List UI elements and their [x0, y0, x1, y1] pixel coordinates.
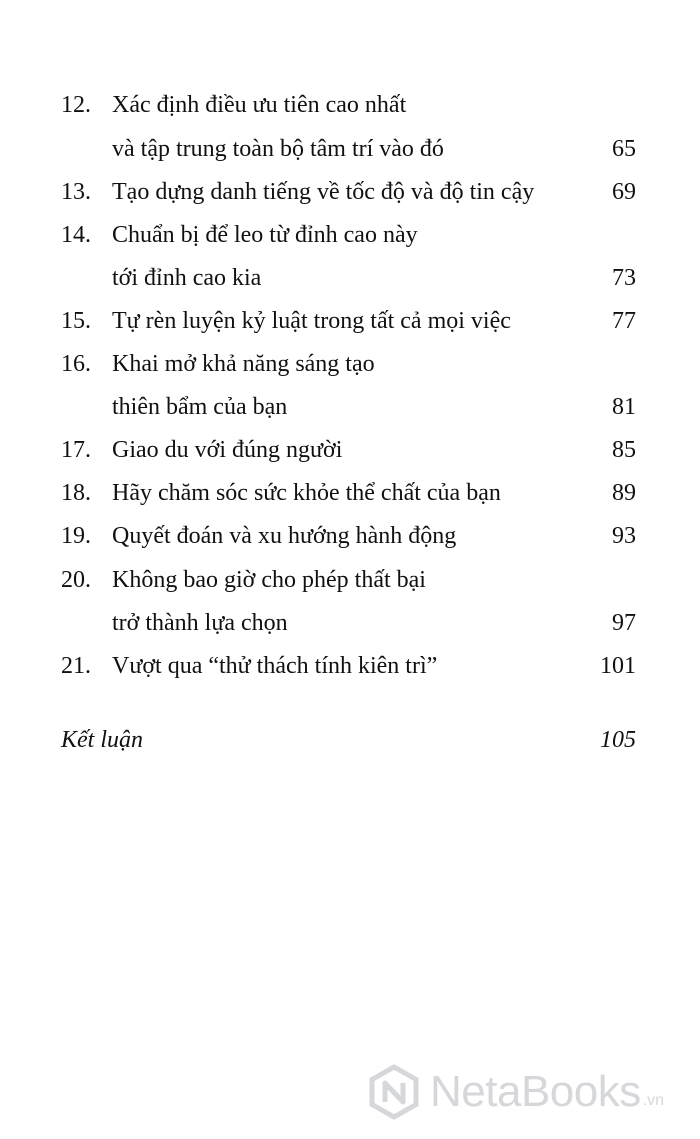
entry-number: 19.: [61, 523, 91, 549]
entry-number: 14.: [61, 222, 91, 248]
entry-title: Khai mở khả năng sáng tạo: [112, 351, 375, 377]
entry-number: 15.: [61, 308, 91, 334]
entry-number: 13.: [61, 179, 91, 205]
entry-title-continued: trở thành lựa chọn: [112, 610, 288, 636]
conclusion-title: Kết luận: [61, 727, 143, 753]
entry-title-continued: và tập trung toàn bộ tâm trí vào đó: [112, 136, 444, 162]
entry-page: 97: [612, 610, 636, 636]
entry-page: 85: [612, 437, 636, 463]
entry-page: 77: [612, 308, 636, 334]
entry-title: Giao du với đúng người: [112, 437, 343, 463]
entry-number: 16.: [61, 351, 91, 377]
entry-title: Chuẩn bị để leo từ đỉnh cao này: [112, 222, 418, 248]
entry-title-continued: tới đỉnh cao kia: [112, 265, 262, 291]
entry-number: 20.: [61, 567, 91, 593]
entry-number: 17.: [61, 437, 91, 463]
netabooks-logo-icon: [366, 1064, 422, 1120]
entry-page: 73: [612, 265, 636, 291]
entry-page: 93: [612, 523, 636, 549]
entry-title: Hãy chăm sóc sức khỏe thể chất của bạn: [112, 480, 501, 506]
watermark-brand: NetaBooks: [430, 1067, 641, 1116]
entry-title: Tạo dựng danh tiếng về tốc độ và độ tin cậy: [112, 179, 535, 205]
entry-number: 12.: [61, 92, 91, 118]
entry-page: 65: [612, 136, 636, 162]
entry-title: Xác định điều ưu tiên cao nhất: [112, 92, 407, 118]
entry-page: 81: [612, 394, 636, 420]
entry-page: 89: [612, 480, 636, 506]
entry-title: Quyết đoán và xu hướng hành động: [112, 523, 457, 549]
entry-title-continued: thiên bẩm của bạn: [112, 394, 288, 420]
watermark: [366, 1060, 664, 1124]
entry-title: Không bao giờ cho phép thất bại: [112, 567, 426, 593]
watermark-suffix: .vn: [642, 1092, 665, 1109]
entry-number: 18.: [61, 480, 91, 506]
entry-number: 21.: [61, 653, 91, 679]
entry-page: 69: [612, 179, 636, 205]
entry-title: Tự rèn luyện kỷ luật trong tất cả mọi việc: [112, 308, 511, 334]
entry-title: Vượt qua “thử thách tính kiên trì”: [112, 653, 438, 679]
conclusion-page: 105: [600, 727, 636, 753]
entry-page: 101: [600, 653, 636, 679]
